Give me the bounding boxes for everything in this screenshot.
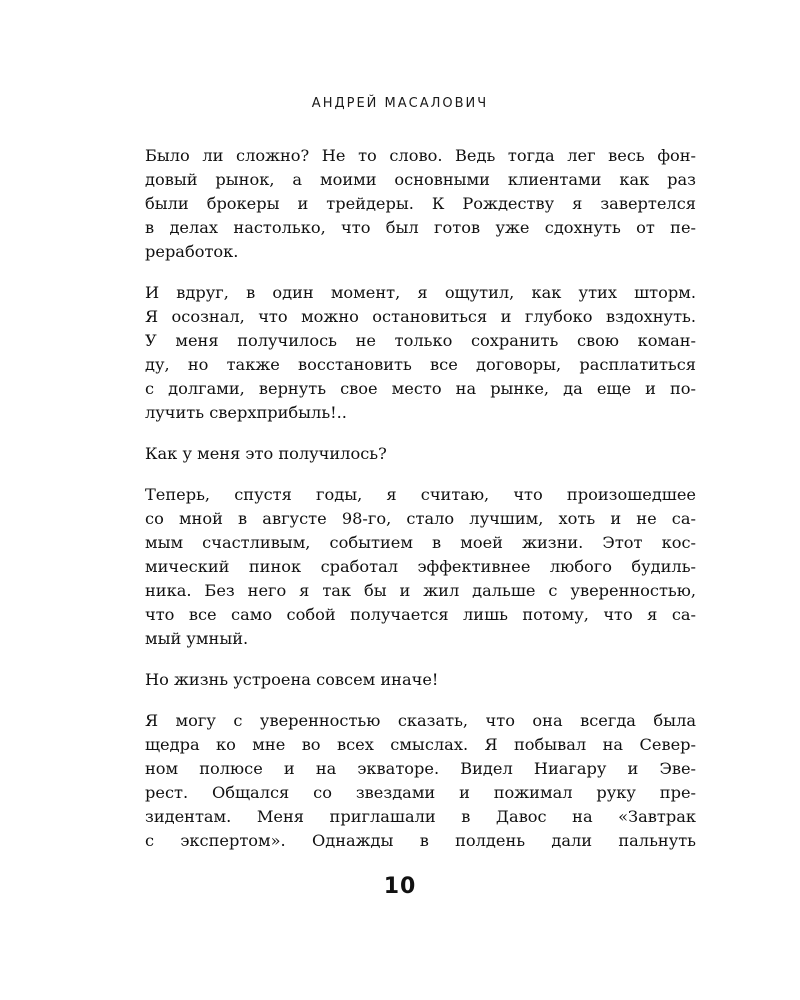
text-line: с экспертом». Однажды в полдень дали пальнуть — [145, 831, 696, 850]
text-line: ном полюсе и на экваторе. Видел Ниагару и Эве- — [145, 759, 696, 778]
text-line: с долгами, вернуть свое место на рынке, да еще и по- — [145, 379, 696, 398]
text-line: щедра ко мне во всех смыслах. Я побывал на Север- — [145, 735, 696, 754]
paragraph — [145, 483, 696, 651]
text-line: Было ли сложно? Не то слово. Ведь тогда лег весь фон- — [145, 146, 696, 165]
text-line: мический пинок сработал эффективнее любого будиль- — [145, 557, 696, 576]
text-line: что все само собой получается лишь потому, что я са- — [145, 605, 696, 624]
text-line: реработок. — [145, 242, 239, 261]
text-line: в делах настолько, что был готов уже сдохнуть от пе- — [145, 218, 696, 237]
text-line: довый рынок, а моими основными клиентами как раз — [145, 170, 696, 189]
paragraph — [145, 281, 696, 425]
text-line: мый умный. — [145, 629, 249, 648]
text-line: были брокеры и трейдеры. К Рождеству я завертелся — [145, 194, 696, 213]
text-line: И вдруг, в один момент, я ощутил, как утих шторм. — [145, 283, 696, 302]
text-line: Я осознал, что можно остановиться и глубоко вздохнуть. — [145, 307, 696, 326]
text-line: со мной в августе 98-го, стало лучшим, хоть и не са- — [145, 509, 696, 528]
text-line: лучить сверхприбыль!.. — [145, 403, 347, 422]
text-line: Я могу с уверенностью сказать, что она всегда была — [145, 711, 696, 730]
body-text — [145, 144, 696, 870]
paragraph — [145, 442, 696, 466]
text-line: мым счастливым, событием в моей жизни. Этот кос- — [145, 533, 696, 552]
text-line: рест. Общался со звездами и пожимал руку пре- — [145, 783, 696, 802]
text-line: Но жизнь устроена совсем иначе! — [145, 670, 439, 689]
text-line: зидентам. Меня приглашали в Давос на «Завтрак — [145, 807, 696, 826]
page-number: 10 — [383, 874, 417, 899]
running-head-author: АНДРЕЙ МАСАЛОВИЧ — [311, 96, 489, 111]
paragraph — [145, 709, 696, 853]
paragraph — [145, 144, 696, 264]
text-line: Как у меня это получилось? — [145, 444, 387, 463]
text-line: ду, но также восстановить все договоры, расплатиться — [145, 355, 696, 374]
paragraph — [145, 668, 696, 692]
text-line: ника. Без него я так бы и жил дальше с уверенностью, — [145, 581, 696, 600]
text-line: Теперь, спустя годы, я считаю, что произошедшее — [145, 485, 696, 504]
text-line: У меня получилось не только сохранить свою коман- — [145, 331, 696, 350]
